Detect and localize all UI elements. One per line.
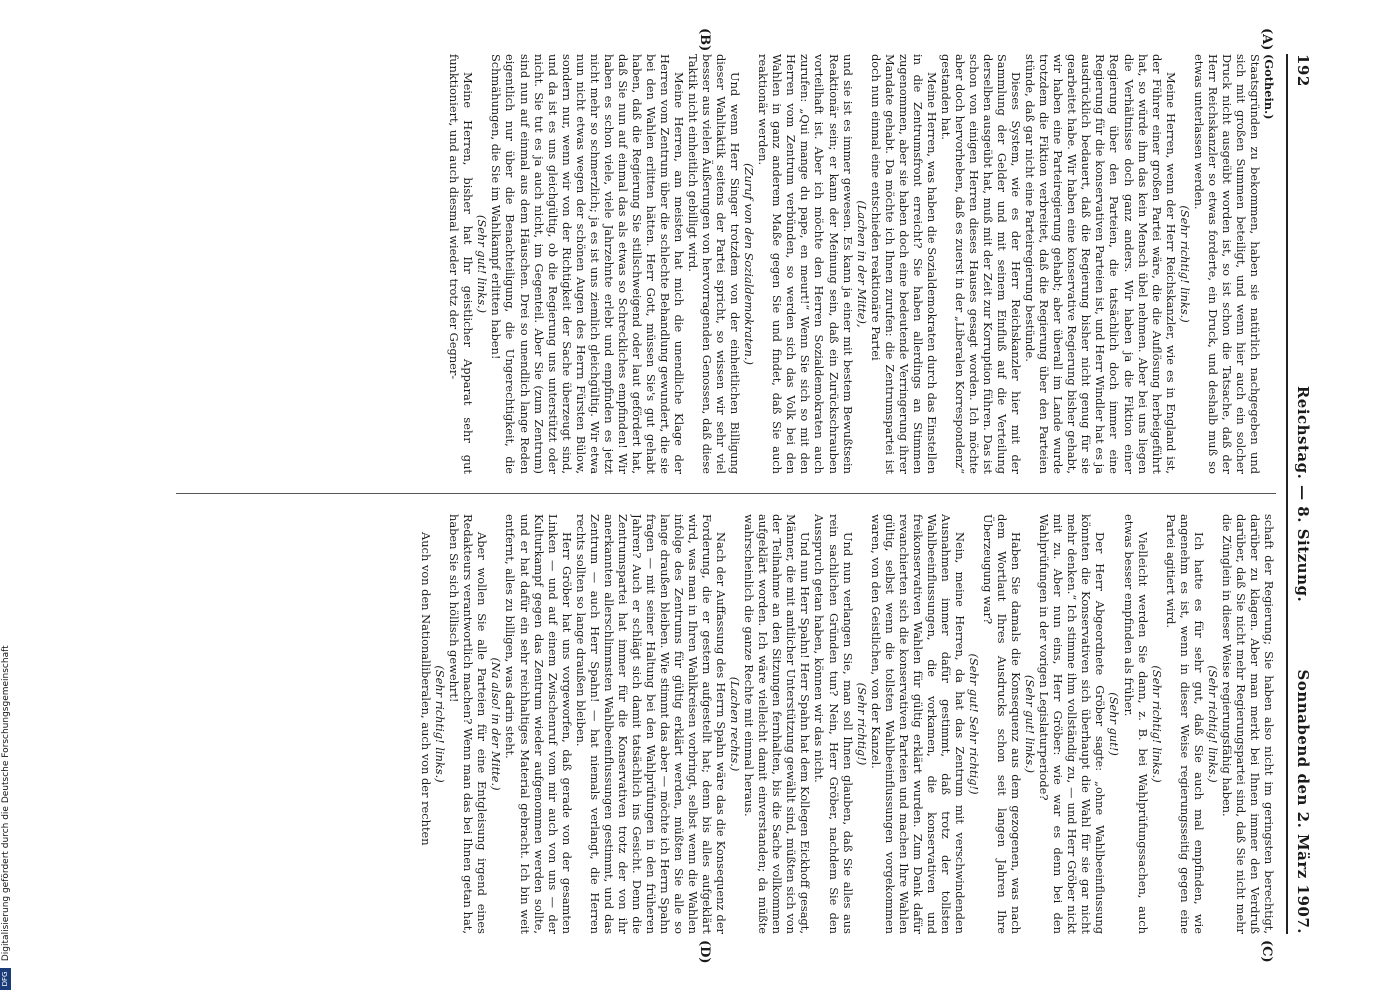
- session-date: Sonnabend den 2. März 1907.: [1294, 669, 1312, 934]
- margin-marker-d: (D): [697, 940, 712, 964]
- right-paragraph: Und nun verlangen Sie, man soll Ihnen glauben, daß Sie alles aus rein sachlichen Gründen tun? Nein, Herr Gröber, nachdem Sie den Ausspruch getan haben, können wir das nicht.: [812, 514, 855, 934]
- left-interjection: (Zuruf von den Sozialdemokraten.): [742, 163, 757, 365]
- right-interjection: (Sehr richtig! links.): [1149, 665, 1164, 783]
- right-interjection: (Sehr richtig! links.): [433, 665, 448, 783]
- left-paragraph: Und wenn Herr Singer trotzdem von der einheitlichen Billigung dieser Wahltaktik seitens der Partei spricht, so wissen wir sehr viel besser aus vielen Äußerungen von hervorragenden Genossen, daß diese Taktik nicht einheitlich gebilligt wird.: [686, 54, 743, 474]
- right-interjection: (Sehr gut! Sehr richtig!): [967, 653, 982, 795]
- right-interjection: (Sehr richtig! links.): [1205, 665, 1220, 783]
- running-title: Reichstag. — 8. Sitzung.: [1294, 385, 1312, 603]
- right-paragraph: Vielleicht werden Sie dann, z. B. bei Wahlprüfungssachen, auch etwas besser empfinden als früher.: [1121, 514, 1150, 934]
- right-interjection: (Sehr gut!): [1107, 692, 1122, 756]
- dfg-logo: DFG: [0, 968, 11, 990]
- right-paragraph: schaft der Regierung; Sie haben also nicht im geringsten berechtigt, darüber zu klagen. Aber man merkt bei Ihnen immer den Verdruß darüber, daß Sie nicht mehr Regierungspartei sind, daß Sie nicht mehr die Zünglein in dieser Weise regierungsfähig haben.: [1219, 514, 1276, 934]
- right-paragraph: Aber wollen Sie alle Parteien für eine Entgleisung irgend eines Redakteurs verantwortlich machen? Wenn man das bei Ihnen getan hat, haben Sie sich höllisch gewehrt!: [447, 514, 490, 934]
- left-interjection: (Sehr richtig! links.): [1177, 205, 1192, 323]
- left-interjection: (Sehr gut! links.): [475, 214, 490, 314]
- right-paragraph: Und nun Herr Spahn! Herr Spahn hat dem Kollegen Eickhoff gesagt, Männer, die mit amtlicher Unterstützung gewählt sind, müßten sich von der Teilnahme an den Sitzungen fernhalten, bis die Sache vollkommen aufgeklärt worden. Ich wäre vielleicht damit einverstanden; da müßte wahrscheinlich die ganze Rechte mit einmal heraus.: [742, 514, 813, 934]
- left-paragraph: Meine Herren, wenn der Herr Reichskanzler, wie es in England ist, der Führer einer großen Partei wäre, die die Auflösung herbeigeführt hat, so würde ihm das kein Mensch übel nehmen. Aber bei uns liegen die Verhältnisse doch ganz anders. Wir haben ja die Fiktion einer Regierung über den Parteien, die tatsächlich doch immer eine Regierung für die konservativen Parteien ist, und Herr Windler hat es ja ausdrücklich bedauert, daß die Regierung bisher nicht genug für sie gearbeitet habe. Wir haben eine konservative Regierung bisher gehabt, wir haben eine Parteiregierung gehabt; aber überall im Lande wurde trotzdem die Fiktion verbreitet, daß die Regierung über den Parteien stünde, daß gar nicht eine Parteiregierung bestünde.: [1023, 54, 1178, 474]
- digitization-footer: [0, 0, 11, 990]
- footer-text: Digitalisierung gefördert durch die Deutsche Forschungsgemeinschaft: [1, 645, 11, 962]
- right-paragraph: Herr Gröber hat uns vorgeworfen, daß gerade von der gesamten Linken — und auf einem Zwischenruf vom mir auch von uns — der Kulturkampf gegen das Zentrum wieder aufgenommen werden sollte, und er hat dafür ein sehr reichhaltiges Material gebracht. Ich bin weit entfernt, alles zu billigen, was darin steht.: [503, 514, 574, 934]
- right-paragraph: Nach der Auffassung des Herrn Spahn wäre das die Konsequenz der Forderung, die er gestern aufgestellt hat; denn bis alles aufgeklärt wird, was man in Ihren Wahlkreisen vorbringt, selbst wenn die Wahlen infolge des Zentrums für gültig erklärt werden, müßten Sie alle so lange draußen bleiben. Wie stimmt das aber — möchte ich Herrn Spahn fragen — mit seiner Haltung bei den Wahlprüfungen in den früheren Jahren? Auch er schlägt sich damit tatsächlich ins Gesicht. Denn die Zentrumspartei hat immer für die Konservativen trotz der von ihr anerkannten allerschlimmsten Wahlbeeinflussungen gestimmt, und das Zentrum — auch Herr Spahn! — hat niemals verlangt, die Herren rechts sollten so lange draußen bleiben.: [573, 514, 729, 934]
- left-paragraph: Staatsgründen zu bekommen, haben sie natürlich nachgegeben und sich mit großen Summen beteiligt, und wenn hier auch ein solcher Druck nicht ausgeübt worden ist, so ist schon die Tatsache, daß der Herr Reichskanzler so etwas forderte, ein Druck, und deshalb muß so etwas unterlassen werden.: [1191, 54, 1262, 474]
- right-interjection: (Na also! in der Mitte.): [489, 657, 504, 791]
- margin-marker-b: (B): [697, 28, 712, 52]
- left-paragraph: Dieses System, wie es der Herr Reichskanzler hier mit der Sammlung der Gelder und mit seinem Einfluß auf die Verteilung derselben ausgeübt hat, muß mit der Zeit zur Korruption führen. Das ist schon von einigen Herren dieses Hauses gesagt worden. Ich möchte aber doch hervorheben, daß es zuerst in der „Liberalen Korrespondenz“ gestanden hat.: [938, 54, 1024, 474]
- right-interjection: (Sehr gut! links.): [1023, 674, 1038, 774]
- right-paragraph: Ich hatte es für sehr gut, daß Sie auch mal empfinden, wie angenehm es ist, wenn in dieser Weise regierungsseitig gegen eine Partei agitiert wird.: [1163, 514, 1206, 934]
- page-number: 192: [1294, 54, 1312, 87]
- rotated-page: [2, 14, 1312, 974]
- left-paragraph: Meine Herren, bisher hat Ihr geistlicher Apparat sehr gut funktioniert, und auch diesmal wieder trotz der Gegner-: [447, 54, 476, 474]
- margin-marker-a: (A): [1259, 28, 1274, 51]
- right-interjection: (Sehr richtig!): [854, 682, 869, 766]
- left-paragraph: Meine Herren, am meisten hat mich die unendliche Klage der Herren vom Zentrum über die schlechte Behandlung gewundert, die sie bei den Wahlen erlitten hätten. Herr Gott, müssen Sie's gut gehabt haben, daß die Regierung Sie stillschweigend oder laut gefördert hat, daß Sie nun auf einmal das als etwas so Schreckliches empfinden! Wir haben es schon viele, viele Jahrzehnte erlebt und empfinden es jetzt nicht mehr so schmerzlich; ja es ist uns ziemlich gleichgültig. Wir etwa nun nicht etwas wegen der schönen Augen des Herrn Fürsten Bülow, sondern nur, wenn wir von der Richtigkeit der Sache überzeugt sind, und da ist es uns gleichgültig, ob die Regierung uns unterstützt oder nicht. Sie tut es ja auch nicht, im Gegenteil. Aber Sie (zum Zentrum) sind nun auf einmal aus dem Häuschen. Drei so unendlich lange Reden eigentlich nur über die Benachteiligung, die Ungerechtigkeit, die Schmähungen, die Sie im Wahlkampf erlitten haben!: [489, 54, 687, 474]
- page-header: [1290, 54, 1312, 934]
- right-paragraph: Haben Sie damals die Konsequenz aus dem gezogenen, was nach dem Wortlaut Ihres Ausdrucks schon seit langen Jahren Ihre Überzeugung war?: [981, 514, 1024, 934]
- left-paragraph: und sie ist es immer gewesen. Es kann ja einer mit bestem Bewußtsein Reaktionär sein; er kann der Meinung sein, daß ein Zurückschrauben vorteilhaft ist. Aber ich möchte den Herren Sozialdemokraten auch zurufen: „Qui mange du pape, en meurt!“ Wenn Sie sich so mit den Herren vom Zentrum verbünden, so werden sich das Volk bei den Wahlen in ganz anderem Maße gegen Sie und findet, daß Sie auch reaktionär werden.: [756, 54, 855, 474]
- header-rule: [1286, 54, 1288, 934]
- margin-marker-c: (C): [1259, 940, 1274, 963]
- right-paragraph: Nein, meine Herren, da hat das Zentrum mit verschwindenden Ausnahmen immer dafür gestimmt, daß trotz der tollsten Wahlbeeinflussungen, die vorkamen, die konservativen und freikonservativen Wahlen für gültig erklärt wurden. Zum Dank dafür revanchierten sich die konservativen Parteien und machen Ihre Wahlen gültig, selbst wenn die tollsten Wahlbeeinflussungen vorgekommen waren, von den Geistlichen, von der Kanzel.: [868, 514, 967, 934]
- right-paragraph: Der Herr Abgeordnete Gröber sagte: „ohne Wahlbeeinflussung könnten die Konservativen sich überhaupt die Wahl für sie gar nicht mehr denken.“ Ich stimme ihm vollständig zu, — und Herr Gröber nickt mit zu. Aber nun eins, Herr Gröber: wie war es denn bei den Wahlprüfungen in der vorigen Legislaturperiode?: [1037, 514, 1108, 934]
- right-text-column: [176, 514, 1276, 934]
- column-divider: [176, 493, 1276, 494]
- left-interjection: (Lachen in der Mitte),: [854, 200, 869, 328]
- left-paragraph: (Gothein.): [1262, 54, 1276, 120]
- left-paragraph: Meine Herren, was haben die Sozialdemokraten durch das Einstellen in die Zentrumsfront erreicht? Sie haben allerdings an Stimmen zugenommen, aber sie haben doch eine bedeutende Verringerung ihrer Mandate gehabt. Da möchte ich Ihnen zurufen: die Zentrumspartei ist doch nun einmal eine entschieden reaktionäre Partei: [868, 54, 939, 474]
- left-text-column: [176, 54, 1276, 474]
- right-paragraph: Auch von den Nationalliberalen, auch von der rechten: [419, 532, 434, 846]
- right-interjection: (Lachen rechts.): [728, 676, 743, 772]
